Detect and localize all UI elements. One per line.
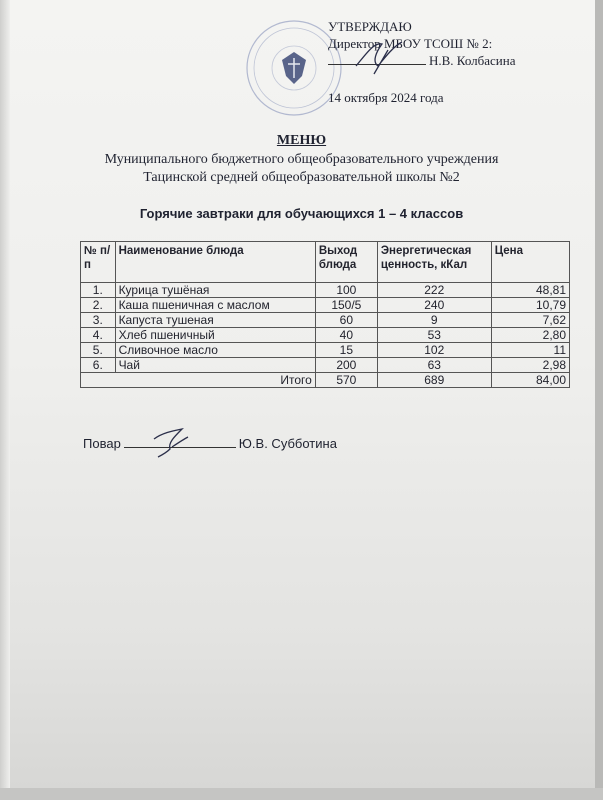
row-name: Сливочное масло — [115, 343, 315, 358]
director-label: Директор МБОУ ТСОШ № 2: — [328, 36, 493, 51]
header-output: Выход блюда — [315, 242, 377, 283]
row-price: 2,80 — [491, 328, 569, 343]
row-price: 7,62 — [491, 313, 569, 328]
row-num: 5. — [81, 343, 116, 358]
director-signature — [352, 36, 412, 76]
row-num: 6. — [81, 358, 116, 373]
row-energy: 53 — [377, 328, 491, 343]
row-output: 100 — [315, 283, 377, 298]
header-num: № п/п — [81, 242, 116, 283]
header-name: Наименование блюда — [115, 242, 315, 283]
table-row — [81, 283, 570, 298]
total-output: 570 — [315, 373, 377, 388]
row-output: 15 — [315, 343, 377, 358]
row-price: 11 — [491, 343, 569, 358]
row-output: 60 — [315, 313, 377, 328]
page-edge-right — [595, 0, 603, 800]
row-price: 48,81 — [491, 283, 569, 298]
director-name: Н.В. Колбасина — [429, 53, 516, 68]
cook-signature-block — [83, 436, 337, 451]
table-row — [81, 298, 570, 313]
menu-subtitle: Горячие завтраки для обучающихся 1 – 4 классов — [139, 206, 464, 221]
organization-line-1: Муниципального бюджетного общеобразовательного учреждения — [104, 152, 499, 167]
total-label: Итого — [81, 373, 316, 388]
table-total-row — [81, 373, 570, 388]
table-row — [81, 358, 570, 373]
total-price: 84,00 — [491, 373, 569, 388]
table-header-row — [81, 242, 570, 283]
table-row — [81, 313, 570, 328]
total-energy: 689 — [377, 373, 491, 388]
table-row — [81, 328, 570, 343]
row-name: Каша пшеничная с маслом — [115, 298, 315, 313]
header-price: Цена — [491, 242, 569, 283]
page-edge-bottom — [0, 788, 603, 800]
row-num: 4. — [81, 328, 116, 343]
row-name: Курица тушёная — [115, 283, 315, 298]
page-fold-shadow — [0, 0, 10, 800]
row-energy: 102 — [377, 343, 491, 358]
cook-name: Ю.В. Субботина — [238, 436, 337, 451]
row-name: Чай — [115, 358, 315, 373]
row-energy: 222 — [377, 283, 491, 298]
row-num: 1. — [81, 283, 116, 298]
organization-line-2: Тацинской средней общеобразовательной школы №2 — [143, 170, 460, 185]
document-title: МЕНЮ — [276, 133, 327, 148]
row-name: Капуста тушеная — [115, 313, 315, 328]
cook-label: Повар — [83, 436, 121, 451]
table-row — [81, 343, 570, 358]
row-output: 40 — [315, 328, 377, 343]
header-energy: Энергетическая ценность, кКал — [377, 242, 491, 283]
row-name: Хлеб пшеничный — [115, 328, 315, 343]
menu-table — [80, 241, 570, 388]
row-num: 2. — [81, 298, 116, 313]
approval-date: 14 октября 2024 года — [328, 90, 444, 105]
row-num: 3. — [81, 313, 116, 328]
row-energy: 240 — [377, 298, 491, 313]
row-price: 2,98 — [491, 358, 569, 373]
row-price: 10,79 — [491, 298, 569, 313]
row-output: 150/5 — [315, 298, 377, 313]
row-energy: 63 — [377, 358, 491, 373]
row-energy: 9 — [377, 313, 491, 328]
cook-signature — [148, 425, 192, 459]
row-output: 200 — [315, 358, 377, 373]
approve-label: УТВЕРЖДАЮ — [328, 19, 412, 34]
